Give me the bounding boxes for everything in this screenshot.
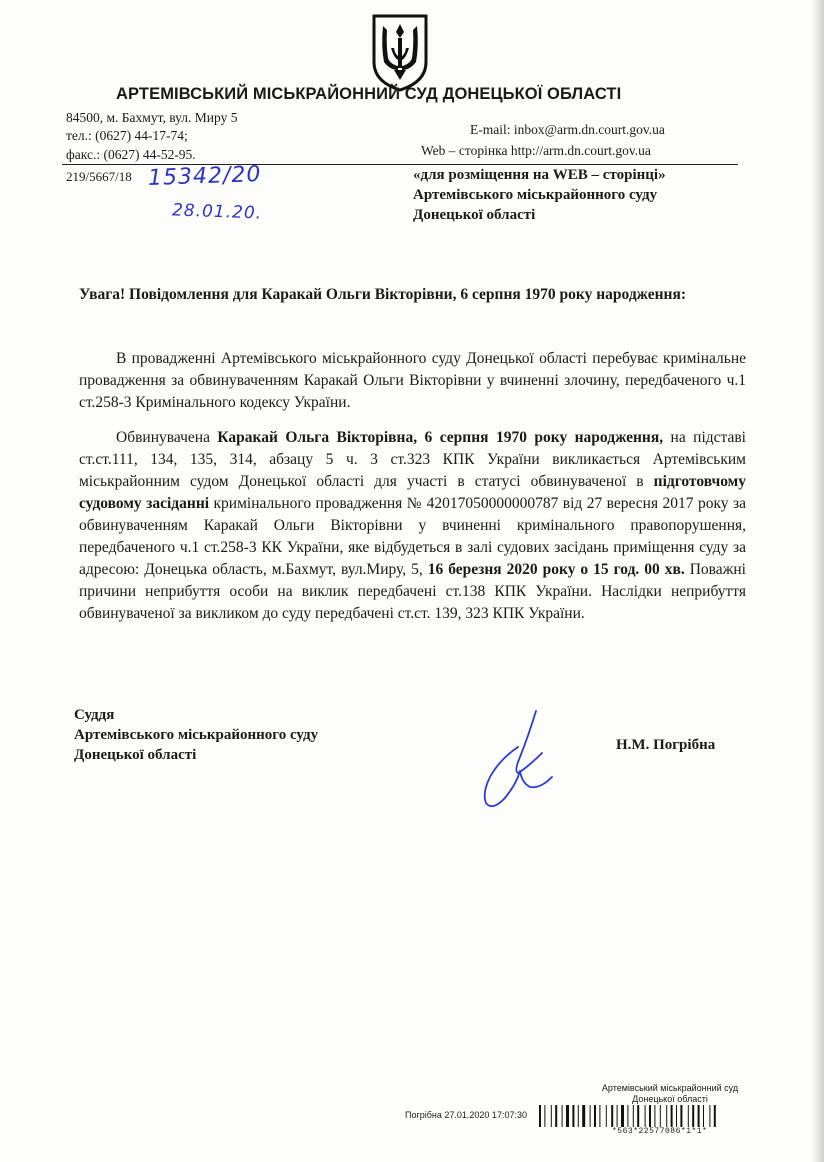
footer-court-stamp [590,1083,750,1105]
scan-edge-shadow [810,0,824,1162]
court-fax: факс.: (0627) 44-52-95. [66,147,196,162]
summons-text-3: кримінального провадження № 42017050000000787 від 27 вересня 2017 року за обвинуваченням Каракай Ольги Вікторівни у вчиненні кримінального правопорушення, передбаченого ч.1 ст.258-3 КК України, яке відбудеться в залі судових засідань приміщення суду за адресою: Донецька область, м.Бахмут, вул.Миру, 5, [79,495,747,578]
court-website: Web – сторінка http://arm.dn.court.gov.ua [421,143,651,158]
barcode-icon [537,1105,795,1127]
paragraph-proceedings: В провадженні Артемівського міськрайонного суду Донецької області перебуває кримінальне провадження за обвинуваченням Каракай Ольги Вікторівни у вчиненні злочину, передбаченого ч.1 ст.258-3 Кримінального кодексу України. [79,350,746,411]
court-address: 84500, м. Бахмут, вул. Миру 5 [66,110,238,125]
footer-court-line-2: Донецької області [632,1094,708,1104]
footer-signer-timestamp: Погрібна 27.01.2020 17:07:30 [405,1110,527,1120]
web-note-line-3: Донецької області [413,207,536,223]
summons-text-2: на підставі ст.ст.111, 134, 135, 314, абзацу 5 ч. 3 ст.323 КПК України викликається Артемівським міськрайонним судом Донецької області для участі в статусі обвинуваченої в [79,429,746,490]
judge-name: Н.М. Погрібна [616,737,716,753]
court-phone: тел.: (0627) 44-17-74; [66,128,188,143]
handwritten-registration-number: 15342/20 [147,162,262,191]
summons-accused-name: Каракай Ольга Вікторівна, 6 серпня 1970 року народження, [217,429,664,446]
handwritten-signature-icon [478,707,558,817]
barcode-text: *563*22577086*1*1* [612,1127,708,1136]
handwritten-registration-date: 28.01.20. [171,200,263,224]
web-note-line-2: Артемівського міськрайонного суду [413,187,658,203]
outgoing-number: 219/5667/18 [66,169,132,184]
attention-heading: Увага! Повідомлення для Каракай Ольги Вікторівни, 6 серпня 1970 року народження: [79,286,687,303]
trident-coat-of-arms-icon [370,12,430,92]
web-note-line-1: «для розміщення на WEB – сторінці» [413,167,666,183]
summons-hearing-type: підготовчому судовому засіданні [79,473,746,512]
judge-title-line-2: Артемівського міськрайонного суду [74,727,319,743]
summons-text-4: Поважні причини неприбуття особи на виклик передбачені ст.138 КПК України. Наслідки неприбуття обвинуваченої за викликом до суду передбачені ст.ст. 139, 323 КПК України. [79,561,746,622]
judge-title-block [74,705,318,765]
summons-text-1: Обвинувачена [116,429,218,446]
court-email: E-mail: inbox@arm.dn.court.gov.ua [470,122,665,137]
web-publication-note [413,165,666,225]
court-name: АРТЕМІВСЬКИЙ МІСЬКРАЙОННИЙ СУД ДОНЕЦЬКОЇ ОБЛАСТІ [116,85,622,103]
footer-court-line-1: Артемівський міськрайонний суд [601,1083,739,1093]
summons-hearing-datetime: 16 березня 2020 року о 15 год. 00 хв. [427,561,685,578]
judge-title-line-3: Донецької області [74,747,197,763]
judge-title-line-1: Суддя [74,707,115,723]
paragraph-summons [79,427,746,625]
